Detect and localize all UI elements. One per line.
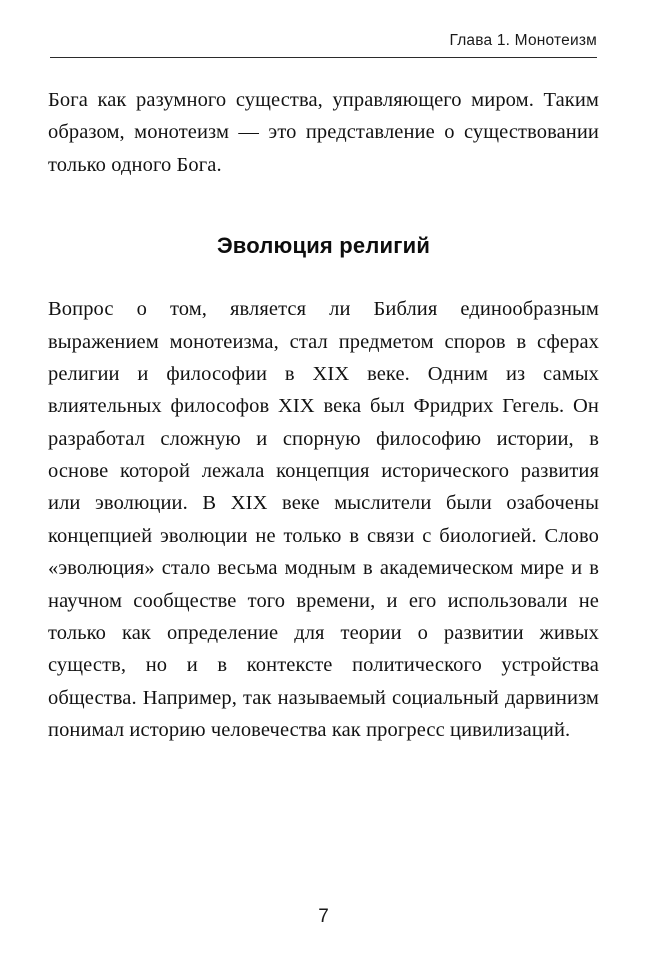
- header-divider: [50, 57, 597, 58]
- section-heading: Эволюция религий: [216, 233, 431, 259]
- paragraph-body: Вопрос о том, является ли Библия единообразным выражением монотеизма, стал предметом споров в сферах религии и философии в XIX веке. Одним из самых влиятельных философов XIX века был Фридрих Гегель. Он разработал сложную и спорную философию истории, в основе которой лежала концепция исторического развития или эволюции. В XIX веке мыслители были озабочены концепцией эволюции не только в связи с биологией. Слово «эволюция» стало весьма модным в академическом мире и в научном сообществе того времени, и его использовали не только как определение для теории о развитии живых существ, но и в контексте политического устройства общества. Например, так называемый социальный дарвинизм понимал историю человечества как прогресс цивилизаций.: [48, 298, 599, 741]
- page-number: 7: [318, 906, 329, 927]
- paragraph-continuation: Бога как разумного существа, управляющего миром. Таким образом, монотеизм — это представление о существовании только одного Бога.: [48, 89, 599, 176]
- running-head: Глава 1. Монотеизм: [449, 32, 597, 49]
- page-body: [48, 84, 599, 746]
